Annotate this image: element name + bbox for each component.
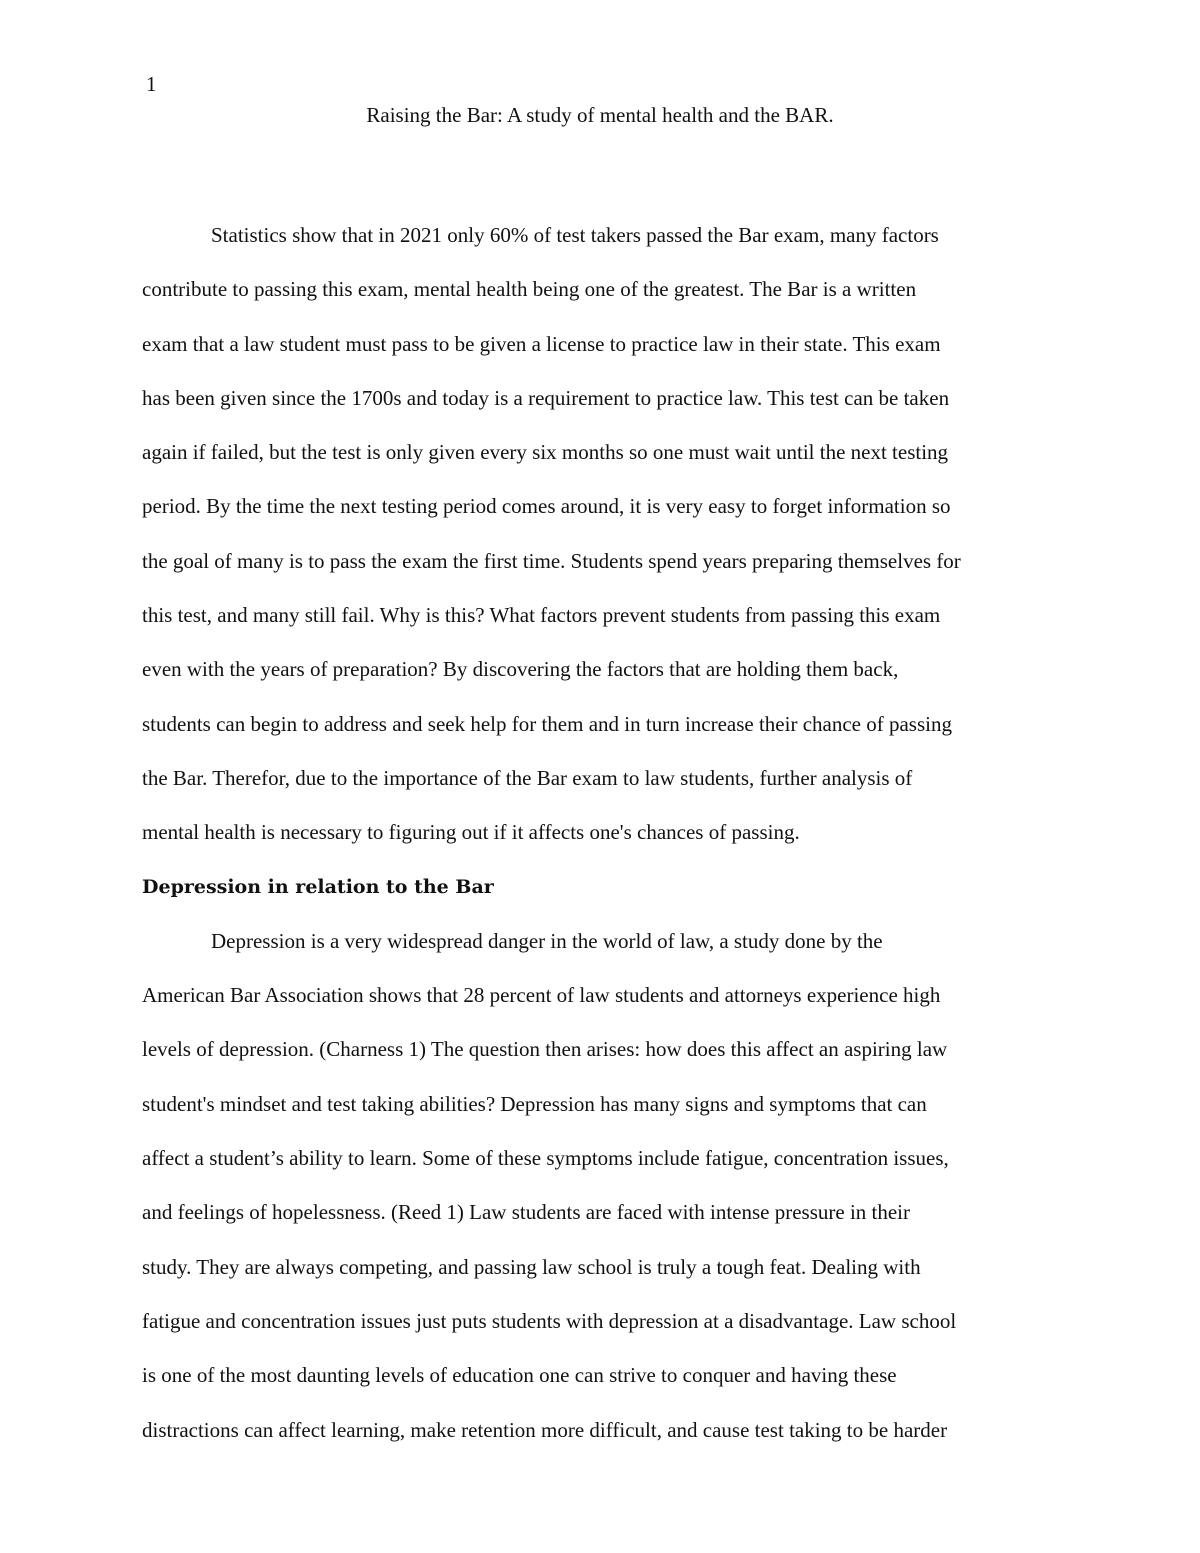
section-paragraph-line: affect a student’s ability to learn. Some of these symptoms include fatigue, concentration issues,: [142, 1146, 949, 1171]
intro-paragraph-line: students can begin to address and seek help for them and in turn increase their chance of passing: [142, 711, 952, 736]
section-paragraph-line: American Bar Association shows that 28 percent of law students and attorneys experience high: [142, 983, 941, 1008]
paper-title: Raising the Bar: A study of mental health and the BAR.: [366, 103, 834, 127]
intro-paragraph-line: period. By the time the next testing period comes around, it is very easy to forget information so: [142, 494, 951, 519]
page-number: 1: [146, 72, 157, 96]
intro-paragraph-line: even with the years of preparation? By discovering the factors that are holding them back,: [142, 657, 899, 682]
section-paragraph-line: and feelings of hopelessness. (Reed 1) Law students are faced with intense pressure in their: [142, 1200, 911, 1225]
intro-paragraph-line: again if failed, but the test is only given every six months so one must wait until the next testing: [142, 440, 949, 465]
section-paragraph-line: distractions can affect learning, make retention more difficult, and cause test taking to be harder: [142, 1417, 948, 1442]
section-heading: Depression in relation to the Bar: [142, 875, 494, 898]
intro-paragraph-line: the goal of many is to pass the exam the first time. Students spend years preparing themselves for: [142, 548, 961, 573]
intro-paragraph-line: contribute to passing this exam, mental health being one of the greatest. The Bar is a written: [142, 277, 917, 302]
section-paragraph-line: fatigue and concentration issues just puts students with depression at a disadvantage. Law school: [142, 1308, 957, 1333]
section-paragraph-line: is one of the most daunting levels of education one can strive to conquer and having these: [142, 1363, 897, 1388]
intro-paragraph-line: Statistics show that in 2021 only 60% of test takers passed the Bar exam, many factors: [211, 223, 939, 247]
section-paragraph-line: Depression is a very widespread danger in the world of law, a study done by the: [211, 928, 883, 953]
intro-paragraph-line: mental health is necessary to figuring out if it affects one's chances of passing.: [142, 820, 800, 845]
intro-paragraph-line: exam that a law student must pass to be given a license to practice law in their state. This exam: [142, 331, 941, 356]
body-text: [142, 208, 1062, 1457]
section-paragraph-line: student's mindset and test taking abilities? Depression has many signs and symptoms that can: [142, 1091, 927, 1116]
section-paragraph-line: levels of depression. (Charness 1) The question then arises: how does this affect an aspiring law: [142, 1037, 948, 1062]
intro-paragraph-line: the Bar. Therefor, due to the importance of the Bar exam to law students, further analysis of: [142, 765, 913, 790]
intro-paragraph-line: has been given since the 1700s and today is a requirement to practice law. This test can be taken: [142, 385, 950, 410]
section-paragraph-line: study. They are always competing, and passing law school is truly a tough feat. Dealing with: [142, 1254, 921, 1279]
intro-paragraph-line: this test, and many still fail. Why is this? What factors prevent students from passing this exam: [142, 603, 941, 628]
